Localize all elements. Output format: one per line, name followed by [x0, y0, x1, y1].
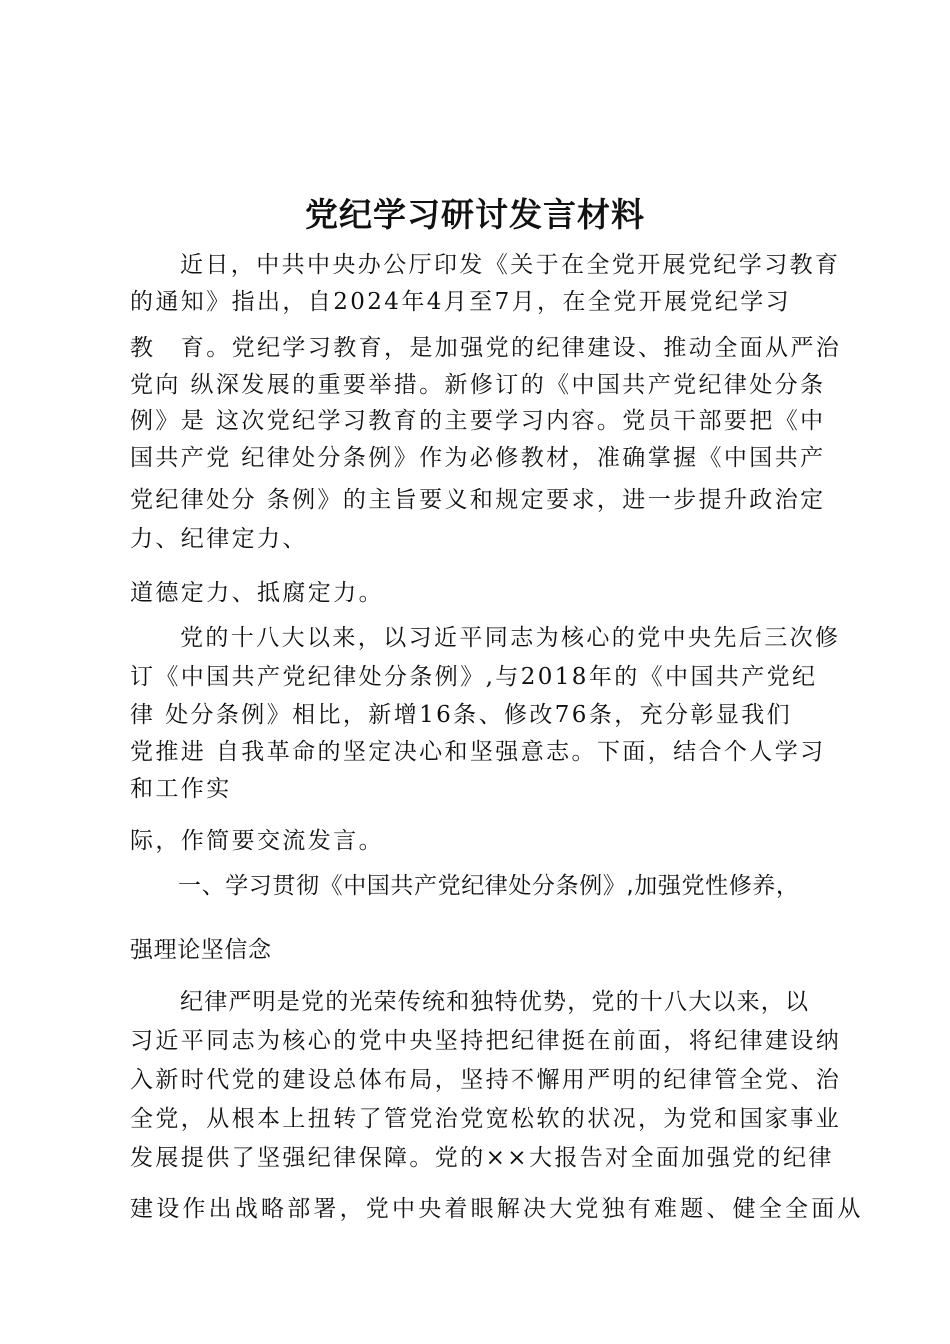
- document-title: 党纪学习研讨发言材料: [305, 195, 645, 234]
- paragraph-line: 党推进 自我革命的坚定决心和坚强意志。下面，结合个人学习: [130, 739, 826, 765]
- paragraph-line: 道德定力、抵腐定力。: [130, 580, 384, 606]
- paragraph-line: 际，作简要交流发言。: [130, 828, 384, 854]
- paragraph-line: 习近平同志为核心的党中央坚持把纪律挺在前面，将纪律建设纳: [130, 1028, 842, 1054]
- paragraph-line: 党向 纵深发展的重要举措。新修订的《中国共产党纪律处分条: [130, 372, 826, 398]
- paragraph-line: 教 育。党纪学习教育，是加强党的纪律建设、推动全面从严治: [130, 335, 842, 361]
- paragraph-line: 近日，中共中央办公厅印发《关于在全党开展党纪学习教育: [180, 252, 841, 278]
- section-heading: 一、学习贯彻《中国共产党纪律处分条例》,加强党性修养，: [178, 873, 800, 899]
- paragraph-line: 力、纪律定力、: [130, 526, 308, 552]
- paragraph-line: 律 处分条例》相比，新增16条、修改76条，充分彰显我们: [130, 702, 793, 728]
- paragraph-line: 党的十八大以来，以习近平同志为核心的党中央先后三次修: [180, 625, 841, 651]
- paragraph-line: 纪律严明是党的光荣传统和独特优势，党的十八大以来，以: [180, 989, 810, 1015]
- paragraph-line: 的通知》指出，自2024年4月至7月，在全党开展党纪学习: [130, 289, 791, 315]
- paragraph-line: 发展提供了坚强纪律保障。党的××大报告对全面加强党的纪律: [130, 1145, 834, 1171]
- paragraph-line: 国共产党 纪律处分条例》作为必修教材，准确掌握《中国共产: [130, 445, 826, 471]
- paragraph-line: 入新时代党的建设总体布局，坚持不懈用严明的纪律管全党、治: [130, 1067, 842, 1093]
- paragraph-line: 订《中国共产党纪律处分条例》,与2018年的《中国共产党纪: [130, 664, 818, 690]
- paragraph-line: 党纪律处分 条例》的主旨要义和规定要求，进一步提升政治定: [130, 487, 826, 513]
- paragraph-line: 例》是 这次党纪学习教育的主要学习内容。党员干部要把《中: [130, 408, 826, 434]
- paragraph-line: 建设作出战略部署，党中央着眼解决大党独有难题、健全全面从: [130, 1196, 864, 1222]
- paragraph-line: 和工作实: [130, 776, 232, 802]
- section-heading: 强理论坚信念: [130, 937, 272, 963]
- paragraph-line: 全党，从根本上扭转了管党治党宽松软的状况，为党和国家事业: [130, 1106, 842, 1132]
